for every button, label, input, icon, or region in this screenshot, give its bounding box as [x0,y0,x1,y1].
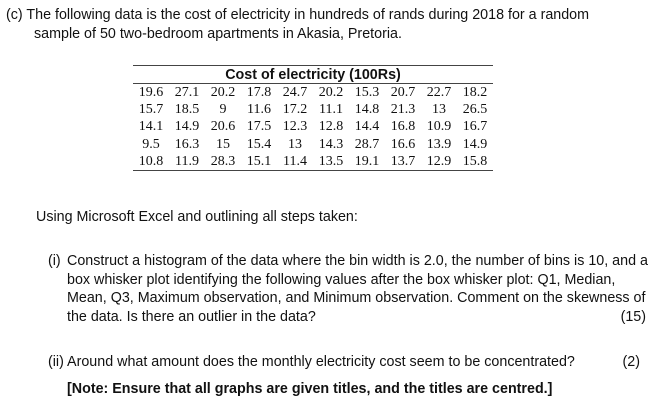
table-cell: 18.5 [174,102,200,118]
table-cell: 10.8 [133,153,169,171]
table-cell: 17.2 [282,102,308,118]
table-row [133,153,493,171]
table-cell: 12.8 [318,119,344,135]
table-cell: 26.5 [462,102,488,118]
table-cell: 11.6 [247,102,271,118]
table-cell: 16.8 [390,119,416,135]
table-cell: 9 [219,102,227,118]
table-cell: 14.9 [462,136,488,152]
question-ii [48,353,648,372]
table-cell: 16.3 [174,136,200,152]
table-cell: 14.4 [354,119,380,135]
table-cell: 28.3 [205,153,241,171]
question-ii-text: (ii) Around what amount does the monthly electricity cost seem to be concentrated? [48,354,575,370]
electricity-cost-table [133,65,493,171]
table-cell: 13.9 [426,136,452,152]
table-cell: 13 [288,136,302,152]
table-cell: 12.3 [282,119,308,135]
table-cell: 20.7 [390,85,416,100]
table-cell: 13.5 [313,153,349,171]
question-i-marks: (15) [620,308,646,325]
table-cell: 14.8 [354,102,380,118]
question-i-text: Construct a histogram of the data where the bin width is 2.0, the number of bins is 10, and a box whisker plot identifying the following values after the box whisker plot: Q1, Median, Mean, Q3, Maximum observation, and Minimum observation. Comment on the skewness of the data. Is there an outlier in the data? [67,253,648,325]
table-cell: 15.4 [246,136,272,152]
table-row [133,118,493,135]
table-cell: 13.7 [385,153,421,171]
table-cell: 17.5 [246,119,272,135]
question-intro [6,6,626,44]
table-cell: 27.1 [174,85,200,100]
table-cell: 15.3 [354,85,380,100]
table-cell: 12.9 [421,153,457,171]
table-row [133,136,493,153]
intro-line-1: (c) The following data is the cost of electricity in hundreds of rands during 2018 for a random [6,7,590,23]
question-i-number: (i) [48,253,61,269]
table-cell: 14.3 [318,136,344,152]
table-cell: 17.8 [246,85,272,100]
question-ii-marks: (2) [622,354,640,370]
table-cell: 19.6 [138,85,164,100]
table-cell: 9.5 [142,136,160,152]
table-cell: 11.1 [319,102,343,118]
table-row [133,84,493,102]
table-cell: 28.7 [354,136,380,152]
table-cell: 16.7 [462,119,488,135]
table-cell: 15.1 [241,153,277,171]
table-cell: 14.1 [138,119,164,135]
table-cell: 22.7 [426,85,452,100]
table-cell: 20.2 [318,85,344,100]
table-cell: 16.6 [390,136,416,152]
table-cell: 15 [216,136,230,152]
table-title: Cost of electricity (100Rs) [133,66,493,84]
instruction-text: Using Microsoft Excel and outlining all steps taken: [36,209,358,225]
table-row [133,101,493,118]
note-text: [Note: Ensure that all graphs are given titles, and the titles are centred.] [67,381,553,397]
question-i [48,252,648,326]
table-cell: 20.2 [210,85,236,100]
table-cell: 18.2 [462,85,488,100]
table-body [133,84,493,171]
table-cell: 24.7 [282,85,308,100]
table-cell: 11.9 [169,153,205,171]
table-cell: 13 [432,102,446,118]
table-cell: 14.9 [174,119,200,135]
table-cell: 10.9 [426,119,452,135]
intro-line-2: sample of 50 two-bedroom apartments in Akasia, Pretoria. [34,26,402,42]
table-cell: 15.8 [457,153,493,171]
table-cell: 20.6 [210,119,236,135]
table-cell: 11.4 [277,153,313,171]
table-cell: 21.3 [390,102,416,118]
table-cell: 15.7 [138,102,164,118]
table-cell: 19.1 [349,153,385,171]
